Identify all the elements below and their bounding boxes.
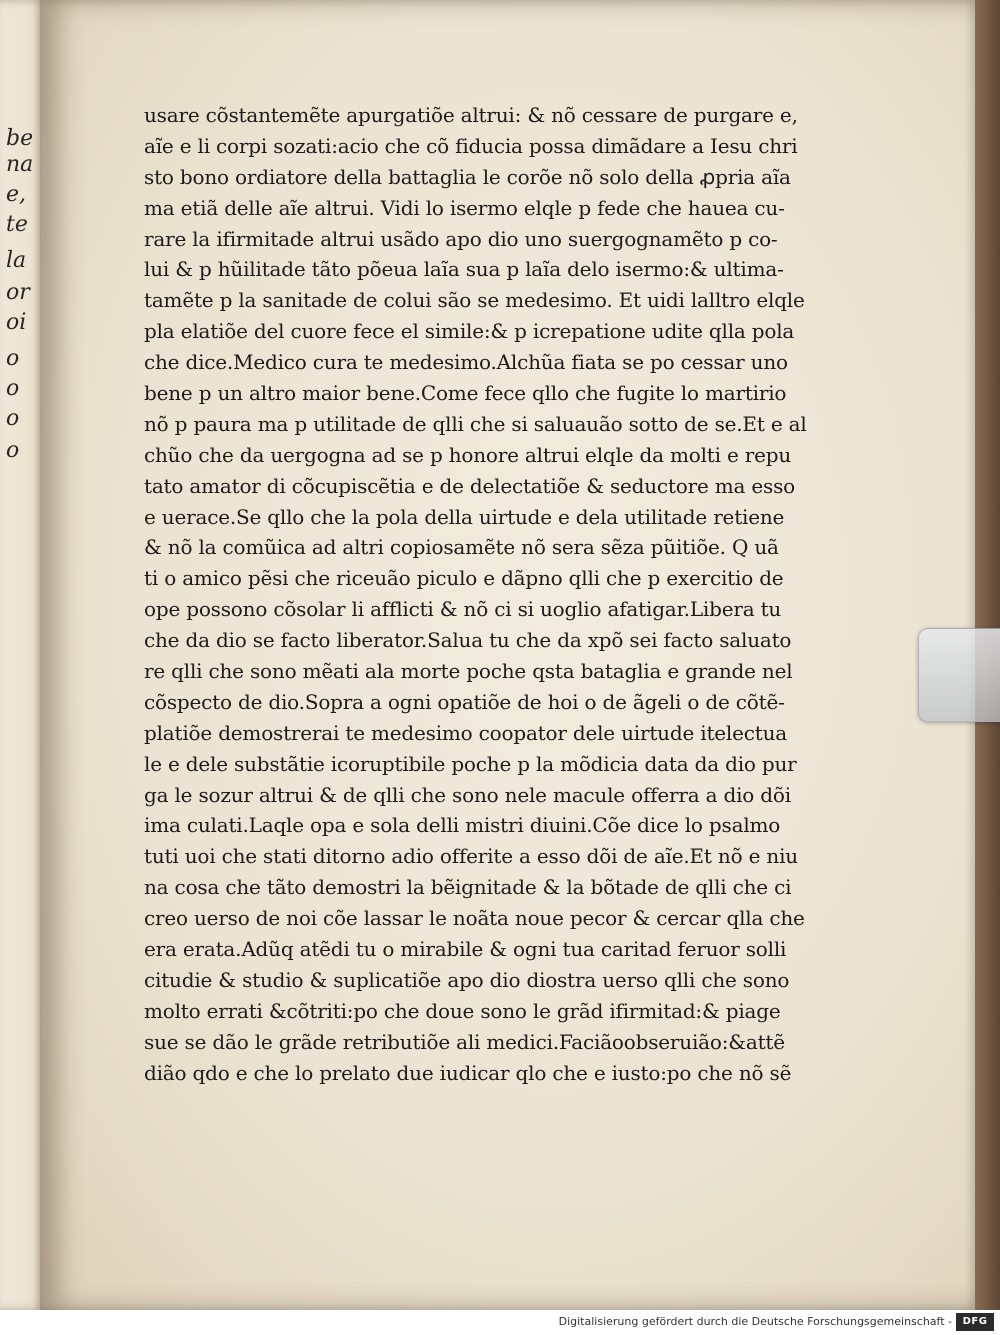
text-line: bene p un altro maior bene.Come fece qllo che fugite lo martirio: [144, 381, 787, 406]
text-line: chũo che da uergogna ad se p honore altrui elqle da molti e repu: [144, 442, 792, 467]
digitization-footer: [0, 1310, 1000, 1335]
facing-page-fragment: na: [6, 152, 34, 177]
text-line: che da dio se facto liberator.Salua tu che da xpõ sei facto saluato: [144, 628, 792, 653]
text-line: na cosa che tãto demostri la bẽignitade & la bõtade de qlli che ci: [144, 875, 792, 900]
text-line: ga le sozur altrui & de qlli che sono nele macule offerra a dio dõi: [144, 782, 791, 807]
text-line: usare cõstantemẽte apurgatiõe altrui: & nõ cessare de purgare e,: [144, 103, 798, 127]
facing-page-fragment: be: [6, 126, 34, 151]
text-line: ope possono cõsolar li afflicti & nõ ci si uoglio afatigar.Libera tu: [144, 597, 782, 622]
text-line: citudie & studio & suplicatiõe apo dio diostra uerso qlli che sono: [144, 967, 790, 992]
facing-page-fragment: la: [6, 248, 27, 273]
facing-page-fragment: oi: [6, 310, 27, 335]
text-line: sue se dão le grãde retributiõe ali medici.Faciãoobseruião:&attẽ: [144, 1029, 785, 1054]
facing-page-fragment: or: [6, 280, 30, 305]
text-line: platiõe demostrerai te medesimo coopator dele uirtude itelectua: [144, 720, 787, 745]
text-line: tamẽte p la sanitade de colui são se medesimo. Et uidi lalltro elqle: [144, 288, 805, 313]
text-line: che dice.Medico cura te medesimo.Alchũa fiata se po cessar uno: [144, 350, 788, 375]
facing-page-fragment: e,: [6, 182, 27, 207]
page-clip: [918, 628, 1000, 722]
text-line: sto bono ordiatore della battaglia le corõe nõ solo della ꝓpria aĩa: [144, 164, 791, 189]
text-line: pla elatiõe del cuore fece el simile:& p icrepatione udite qlla pola: [144, 319, 795, 344]
text-line: molto errati &cõtriti:po che doue sono le grãd ifirmitad:& piage: [144, 998, 781, 1023]
text-line: le e dele substãtie icoruptibile poche p la mõdicia data da dio pur: [144, 751, 797, 776]
text-line: dião qdo e che lo prelato due iudicar qlo che e iusto:po che nõ sẽ: [144, 1060, 792, 1085]
facing-page-fragment: o: [6, 438, 20, 463]
text-line: era erata.Adũq atẽdi tu o mirabile & ogni tua caritad feruor solli: [144, 937, 787, 962]
text-line: tuti uoi che stati ditorno adio offerite a esso dõi de aĩe.Et nõ e niu: [144, 844, 798, 869]
dfg-logo: DFG: [956, 1313, 994, 1331]
text-line: tato amator di cõcupiscẽtia e de delectatiõe & seductore ma esso: [144, 473, 796, 498]
text-line: ti o amico pẽsi che riceuão piculo e dãpno qlli che p exercitio de: [144, 566, 784, 591]
text-line: lui & p hũilitade tãto põeua laĩa sua p laĩa delo isermo:& ultima-: [144, 257, 784, 282]
text-line: aĩe e li corpi sozati:acio che cõ fiducia possa dimãdare a Iesu chri: [144, 133, 798, 158]
text-line: ima culati.Laqle opa e sola delli mistri diuini.Cõe dice lo psalmo: [144, 813, 781, 838]
page-text-block: [144, 100, 844, 1089]
text-line: e uerace.Se qllo che la pola della uirtude e dela utilitade retiene: [144, 504, 785, 529]
text-line: ma etiã delle aĩe altrui. Vidi lo isermo elqle p fede che hauea cu-: [144, 195, 785, 220]
text-line: & nõ la comũica ad altri copiosamẽte nõ sera sẽza pũitiõe. Q uã: [144, 535, 779, 560]
text-line: creo uerso de noi cõe lassar le noãta noue pecor & cercar qlla che: [144, 906, 805, 931]
facing-page-fragment: o: [6, 346, 20, 371]
facing-page-fragment: o: [6, 406, 20, 431]
funding-credit: Digitalisierung gefördert durch die Deutsche Forschungsgemeinschaft -: [558, 1315, 952, 1328]
text-line: re qlli che sono mẽati ala morte poche qsta bataglia e grande nel: [144, 659, 793, 684]
book-page: [40, 0, 975, 1310]
facing-page-fragment: te: [6, 212, 28, 237]
text-line: cõspecto de dio.Sopra a ogni opatiõe de hoi o de ãgeli o de cõtẽ-: [144, 689, 785, 714]
facing-page-fragment: o: [6, 376, 20, 401]
text-line: nõ p paura ma p utilitade de qlli che si saluauão sotto de se.Et e al: [144, 411, 807, 436]
text-line: rare la ifirmitade altrui usãdo apo dio uno suergognamẽto p co-: [144, 226, 778, 251]
